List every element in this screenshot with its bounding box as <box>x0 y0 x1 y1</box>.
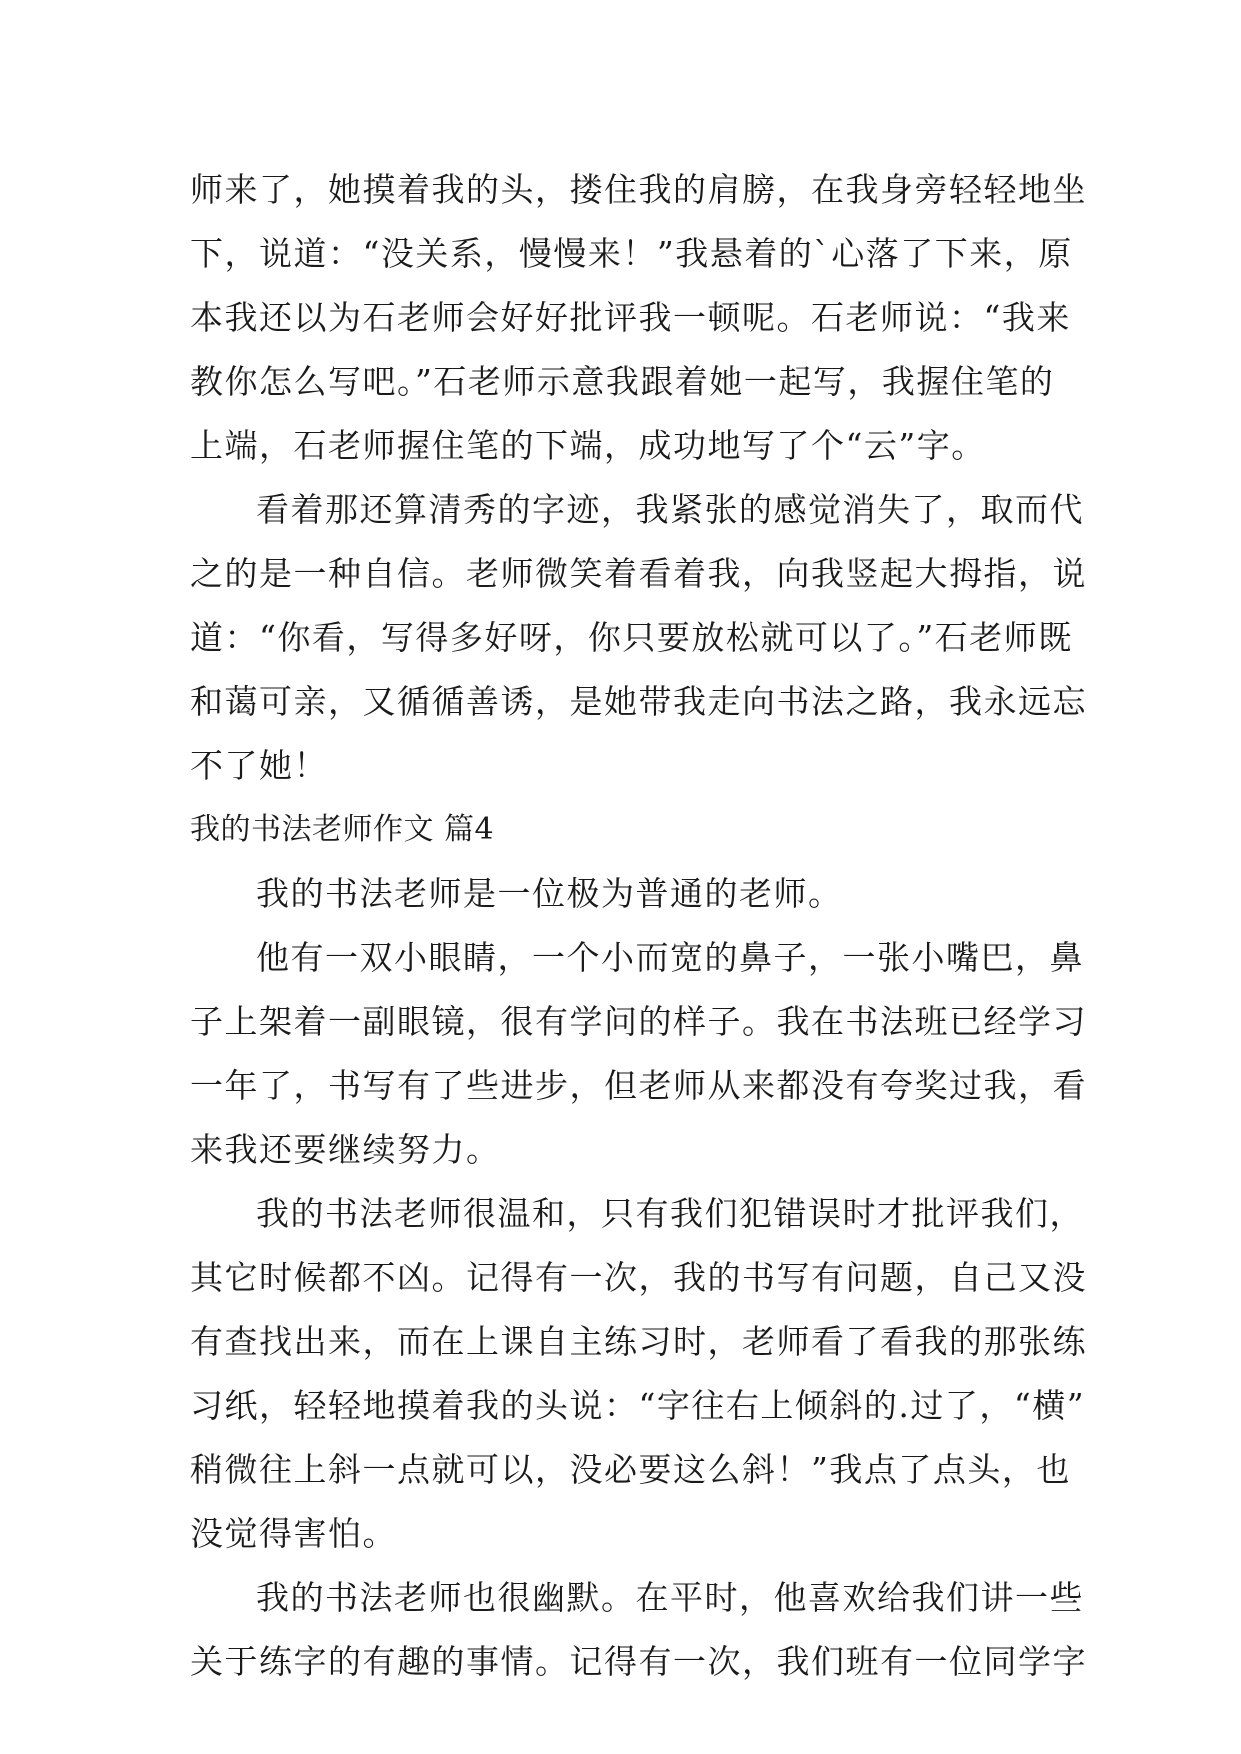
text-line: 一年了，书写有了些进步，但老师从来都没有夸奖过我，看 <box>190 1066 1087 1105</box>
text-line: 习纸，轻轻地摸着我的头说：“字往右上倾斜的.过了，“横” <box>190 1386 1086 1425</box>
text-line: 子上架着一副眼镜，很有学问的样子。我在书法班已经学习 <box>190 1002 1087 1041</box>
text-line: 教你怎么写吧。”石老师示意我跟着她一起写，我握住笔的 <box>190 362 1055 401</box>
text-line: 之的是一种自信。老师微笑着看着我，向我竖起大拇指，说 <box>190 554 1087 593</box>
text-line: 师来了，她摸着我的头，搂住我的肩膀，在我身旁轻轻地坐 <box>190 170 1087 209</box>
text-line: 道：“你看，写得多好呀，你只要放松就可以了。”石老师既 <box>190 618 1073 657</box>
paragraph-start-line: 他有一双小眼睛，一个小而宽的鼻子，一张小嘴巴，鼻 <box>256 938 1084 977</box>
text-line: 和蔼可亲，又循循善诱，是她带我走向书法之路，我永远忘 <box>190 682 1087 721</box>
text-line: 上端，石老师握住笔的下端，成功地写了个“云”字。 <box>190 426 986 465</box>
paragraph-start-line: 我的书法老师也很幽默。在平时，他喜欢给我们讲一些 <box>256 1578 1084 1617</box>
section-heading: 我的书法老师作文 篇4 <box>190 812 495 847</box>
paragraph-start-line: 我的书法老师是一位极为普通的老师。 <box>256 874 843 913</box>
paragraph-start-line: 我的书法老师很温和，只有我们犯错误时才批评我们， <box>256 1194 1084 1233</box>
paragraph-start-line: 看着那还算清秀的字迹，我紧张的感觉消失了，取而代 <box>256 490 1084 529</box>
text-line: 有查找出来，而在上课自主练习时，老师看了看我的那张练 <box>190 1322 1087 1361</box>
text-line: 其它时候都不凶。记得有一次，我的书写有问题，自己又没 <box>190 1258 1087 1297</box>
text-line: 本我还以为石老师会好好批评我一顿呢。石老师说：“我来 <box>190 298 1071 337</box>
text-line: 稍微往上斜一点就可以，没必要这么斜！”我点了点头，也 <box>190 1450 1071 1489</box>
text-line: 来我还要继续努力。 <box>190 1130 501 1169</box>
text-line: 下，说道：“没关系，慢慢来！”我悬着的`心落了下来，原 <box>190 234 1073 273</box>
essay-text <box>190 158 1087 1694</box>
text-line: 关于练字的有趣的事情。记得有一次，我们班有一位同学字 <box>190 1642 1087 1681</box>
text-line: 不了她！ <box>190 746 328 785</box>
text-line: 没觉得害怕。 <box>190 1514 397 1553</box>
